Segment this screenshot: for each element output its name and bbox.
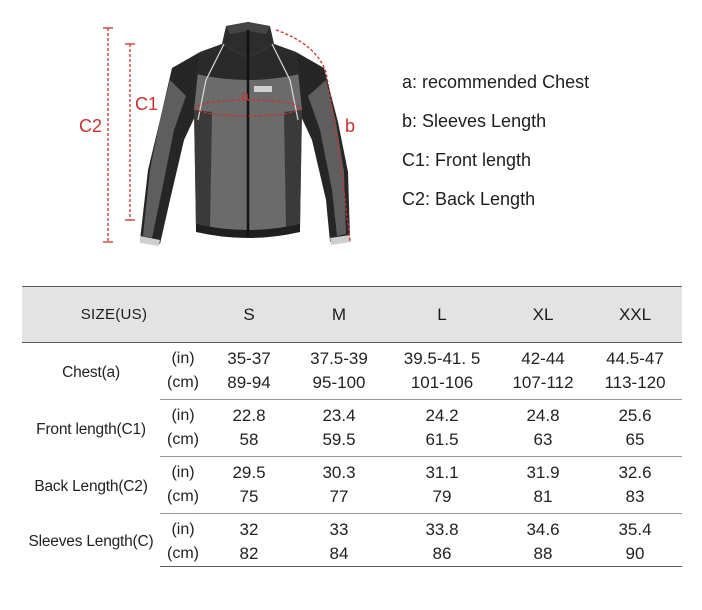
table-cell: 22.8 bbox=[232, 406, 266, 425]
table-cell: 59.5 bbox=[292, 428, 386, 457]
a-label: a bbox=[241, 87, 249, 103]
chest-in-row bbox=[22, 343, 682, 372]
table-cell: 31.9 bbox=[526, 463, 560, 482]
sleeves-length-in-row bbox=[22, 514, 682, 543]
table-cell: 24.8 bbox=[526, 406, 560, 425]
size-header-cell: L bbox=[386, 287, 498, 343]
measure-label-sleeves-length: Sleeves Length(C) bbox=[28, 533, 154, 550]
table-cell: 89-94 bbox=[206, 371, 292, 400]
table-cell: 61.5 bbox=[386, 428, 498, 457]
legend-front-length: C1: Front length bbox=[402, 150, 532, 170]
unit-cm: (cm) bbox=[160, 485, 206, 514]
c1-label: C1 bbox=[135, 94, 159, 114]
back-length-in-row bbox=[22, 457, 682, 486]
c2-measure-line bbox=[103, 28, 113, 242]
table-cell: 42-44 bbox=[521, 349, 565, 368]
table-cell: 34.6 bbox=[526, 520, 560, 539]
measure-label-front-length: Front length(C1) bbox=[36, 421, 146, 438]
b-label: b bbox=[345, 116, 356, 136]
size-header-row bbox=[22, 287, 682, 343]
unit-in: (in) bbox=[171, 350, 195, 367]
table-cell: 79 bbox=[386, 485, 498, 514]
table-cell: 101-106 bbox=[386, 371, 498, 400]
size-header-cell: M bbox=[292, 287, 386, 343]
table-cell: 82 bbox=[206, 542, 292, 567]
size-header-cell: XXL bbox=[588, 287, 682, 343]
size-header-label: SIZE(US) bbox=[22, 287, 206, 343]
legend-sleeves: b: Sleeves Length bbox=[402, 111, 547, 131]
measurement-legend bbox=[402, 70, 589, 226]
table-cell: 83 bbox=[588, 485, 682, 514]
table-cell: 37.5-39 bbox=[310, 349, 368, 368]
table-cell: 29.5 bbox=[232, 463, 266, 482]
front-length-in-row bbox=[22, 400, 682, 429]
c2-label: C2 bbox=[79, 116, 103, 136]
table-cell: 88 bbox=[498, 542, 588, 567]
table-cell: 35.4 bbox=[618, 520, 652, 539]
size-chart-table bbox=[22, 286, 682, 567]
unit-cm: (cm) bbox=[160, 428, 206, 457]
table-cell: 58 bbox=[206, 428, 292, 457]
c1-measure-line bbox=[125, 44, 135, 220]
legend-chest: a: recommended Chest bbox=[402, 72, 590, 92]
unit-in: (in) bbox=[171, 521, 195, 538]
jacket-measurement-diagram bbox=[0, 0, 702, 270]
table-cell: 33.8 bbox=[425, 520, 459, 539]
unit-in: (in) bbox=[171, 407, 195, 424]
table-cell: 39.5-41. 5 bbox=[403, 349, 481, 368]
size-header-cell: S bbox=[206, 287, 292, 343]
table-cell: 30.3 bbox=[322, 463, 356, 482]
unit-cm: (cm) bbox=[160, 542, 206, 567]
table-cell: 113-120 bbox=[588, 371, 682, 400]
table-cell: 95-100 bbox=[292, 371, 386, 400]
table-cell: 75 bbox=[206, 485, 292, 514]
table-cell: 77 bbox=[292, 485, 386, 514]
unit-cm: (cm) bbox=[160, 371, 206, 400]
size-header-cell: XL bbox=[498, 287, 588, 343]
table-cell: 24.2 bbox=[425, 406, 459, 425]
table-cell: 32 bbox=[239, 520, 259, 539]
table-cell: 107-112 bbox=[498, 371, 588, 400]
table-cell: 90 bbox=[588, 542, 682, 567]
table-cell: 35-37 bbox=[227, 349, 271, 368]
measure-label-back-length: Back Length(C2) bbox=[34, 478, 148, 495]
table-cell: 25.6 bbox=[618, 406, 652, 425]
table-cell: 31.1 bbox=[425, 463, 459, 482]
table-cell: 33 bbox=[329, 520, 349, 539]
table-cell: 44.5-47 bbox=[606, 349, 664, 368]
measure-label-chest: Chest(a) bbox=[62, 364, 120, 382]
table-cell: 81 bbox=[498, 485, 588, 514]
table-cell: 84 bbox=[292, 542, 386, 567]
table-cell: 86 bbox=[386, 542, 498, 567]
table-cell: 23.4 bbox=[322, 406, 356, 425]
jacket-illustration bbox=[140, 22, 351, 246]
table-cell: 32.6 bbox=[618, 463, 652, 482]
legend-back-length: C2: Back Length bbox=[402, 189, 536, 209]
table-cell: 65 bbox=[588, 428, 682, 457]
unit-in: (in) bbox=[171, 464, 195, 481]
table-cell: 63 bbox=[498, 428, 588, 457]
